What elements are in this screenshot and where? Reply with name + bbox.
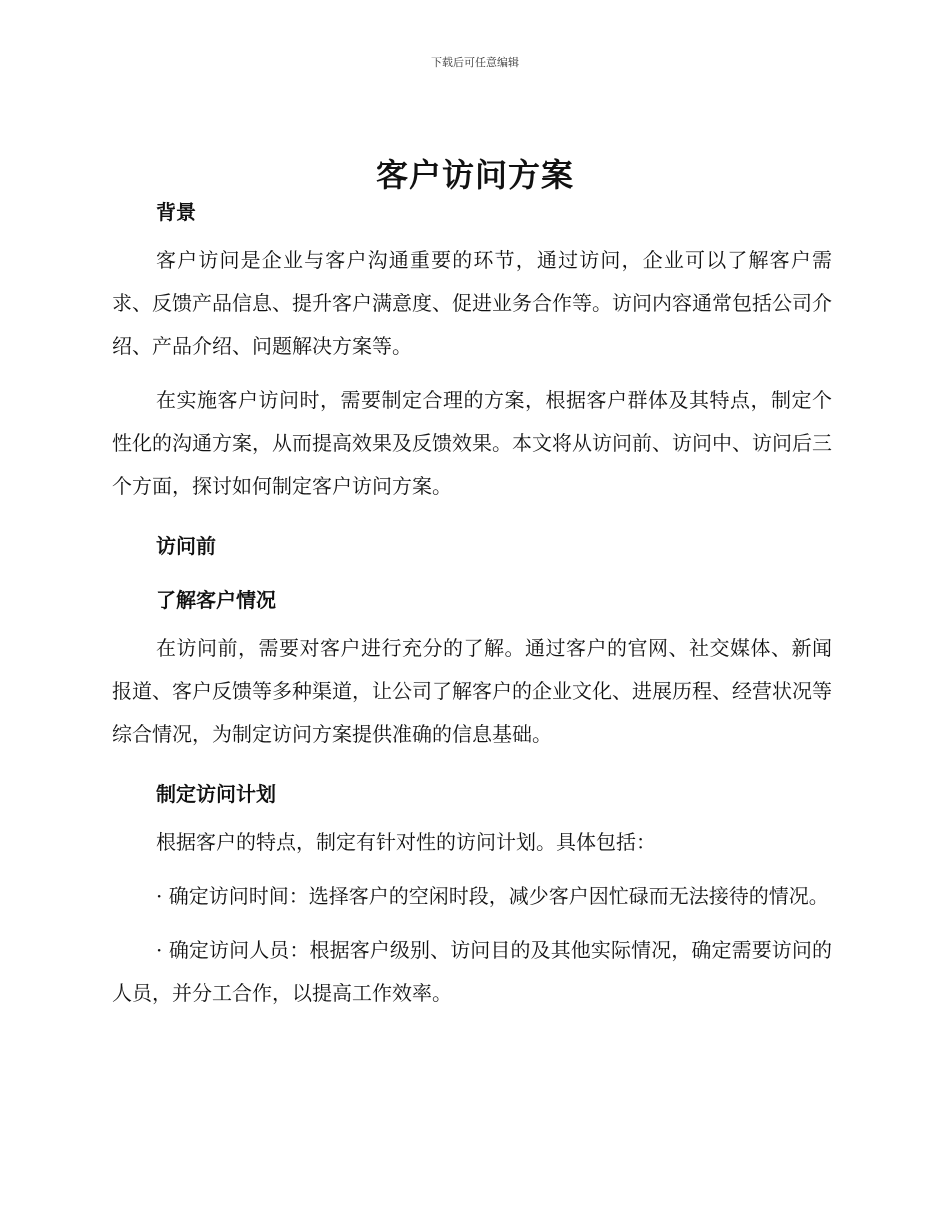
list-item-visit-staff: · 确定访问人员：根据客户级别、访问目的及其他实际情况，确定需要访问的人员，并分工合作，以提高工作效率。 [112, 938, 832, 1005]
document-body [112, 196, 832, 1015]
paragraph-background-2: 在实施客户访问时，需要制定合理的方案，根据客户群体及其特点，制定个性化的沟通方案，从而提高效果及反馈效果。本文将从访问前、访问中、访问后三个方面，探讨如何制定客户访问方案。 [112, 388, 832, 498]
section-heading-background: 背景 [156, 200, 196, 224]
section-heading-before-visit: 访问前 [156, 534, 216, 558]
subheading-make-plan: 制定访问计划 [156, 782, 276, 806]
paragraph-background-1: 客户访问是企业与客户沟通重要的环节，通过访问，企业可以了解客户需求、反馈产品信息、提升客户满意度、促进业务合作等。访问内容通常包括公司介绍、产品介绍、问题解决方案等。 [112, 248, 832, 358]
list-item-visit-time: · 确定访问时间：选择客户的空闲时段，减少客户因忙碌而无法接待的情况。 [156, 884, 829, 908]
header-note: 下载后可任意编辑 [431, 56, 519, 69]
paragraph-understand-client: 在访问前，需要对客户进行充分的了解。通过客户的官网、社交媒体、新闻报道、客户反馈等多种渠道，让公司了解客户的企业文化、进展历程、经营状况等综合情况，为制定访问方案提供准确的信息基础。 [112, 636, 832, 746]
subheading-understand-client: 了解客户情况 [156, 588, 276, 612]
document-title: 客户访问方案 [375, 156, 574, 194]
paragraph-plan-intro: 根据客户的特点，制定有针对性的访问计划。具体包括： [156, 830, 656, 854]
